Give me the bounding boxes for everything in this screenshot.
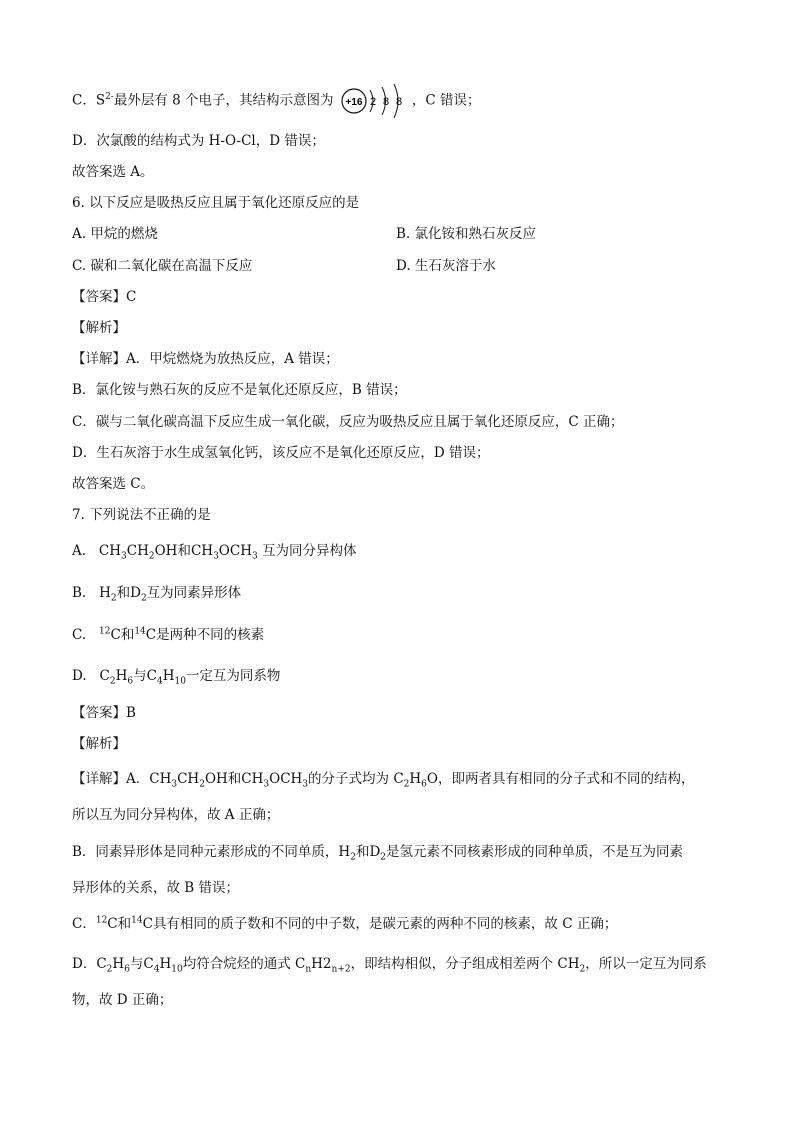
option-d-line: D．次氯酸的结构式为 H-O-Cl，D 错误；	[72, 133, 325, 149]
q7-answer: 【答案】B	[72, 705, 136, 721]
formula-c4h10: $C_4H_{10}$	[143, 956, 183, 975]
q6-detail-d: D．生石灰溶于水生成氢氧化钙，该反应不是氧化还原反应，D 错误；	[72, 445, 490, 461]
formula-dme: $CH_3OCH_3$	[241, 771, 309, 790]
formula-c4h10: $C_4H_{10}$	[146, 668, 186, 687]
q6-option-b: B. 氯化铵和熟石灰反应	[396, 226, 537, 242]
formula-c2h6: $C_2H_6$	[96, 956, 130, 975]
text: 互为同分异构体	[262, 543, 357, 559]
formula-c12: $^{12}$C	[95, 915, 118, 932]
formula-d2: $D_2$	[369, 844, 386, 863]
formula-c2h6: $C_2H_6$	[99, 668, 134, 687]
q7-analysis: 【解析】	[72, 736, 126, 752]
q6-option-c: C. 碳和二氧化碳在高温下反应	[72, 258, 253, 274]
q7-option-b	[72, 583, 241, 603]
option-c-line	[72, 82, 480, 120]
formula-ethanol: $CH_3CH_2OH$	[98, 543, 178, 562]
formula-ethanol: $CH_3CH_2OH$	[149, 771, 228, 790]
label: A.	[72, 543, 87, 559]
shell-1: 2	[369, 96, 376, 108]
q7-option-a	[72, 541, 357, 561]
q7-detail-a: 【详解】A．$CH_3CH_2OH$和$CH_3OCH_3$的分子式均为 $C_2H_6O$，即两者具有相同的分子式和不同的结构，	[72, 771, 695, 790]
q6-option-a: A. 甲烷的燃烧	[72, 226, 158, 242]
text: 互为同素异形体	[146, 585, 242, 601]
formula-c12: $^{12}$C	[99, 626, 121, 643]
text: 与	[133, 668, 147, 684]
text: 是两种不同的核素	[156, 627, 265, 643]
q7-detail-c: C．$^{12}$C和$^{14}$C具有相同的质子数和不同的中子数，是碳元素的两种不同的核素，故 C 正确；	[72, 915, 618, 932]
q7-detail-b: B．同素异形体是同种元素形成的不同单质，$H_2$和$D_2$是氢元素不同核素形成的同种单质，不是互为同素	[72, 844, 683, 863]
shell-2: 8	[382, 96, 389, 108]
text: 和	[120, 627, 135, 643]
q6-final: 故答案选 C。	[72, 476, 155, 492]
q7-option-d	[72, 666, 280, 686]
text: 和	[116, 585, 131, 601]
label: B.	[72, 585, 87, 601]
question-6: 6. 以下反应是吸热反应且属于氧化还原反应的是	[72, 195, 360, 211]
q6-analysis: 【解析】	[72, 320, 126, 336]
formula-h2: $H_2$	[99, 585, 117, 604]
answer-line: 故答案选 A。	[72, 164, 154, 180]
text: 一定互为同系物	[185, 668, 281, 684]
formula-c14: $^{14}$C	[134, 626, 157, 643]
q7-detail-a-line2: 所以互为同分异构体，故 A 正确；	[72, 807, 280, 823]
q6-answer: 【答案】C	[72, 289, 137, 305]
text: C．S	[72, 92, 106, 109]
q6-option-d: D. 生石灰溶于水	[396, 258, 496, 274]
q6-detail-b: B．氯化铵与熟石灰的反应不是氧化还原反应，B 错误；	[72, 382, 407, 398]
label: C.	[72, 627, 87, 643]
text: ，C 错误；	[411, 92, 481, 109]
q7-detail-b-line2: 异形体的关系，故 B 错误；	[72, 880, 240, 896]
q7-detail-d-line2: 物，故 D 正确；	[72, 992, 173, 1008]
superscript: 2-	[105, 92, 114, 102]
q6-detail-c: C．碳与二氧化碳高温下反应生成一氧化碳，反应为吸热反应且属于氧化还原反应，C 正确；	[72, 414, 624, 430]
text: 和	[177, 543, 191, 559]
q6-detail-a: 【详解】A．甲烷燃烧为放热反应，A 错误；	[72, 351, 339, 367]
formula-c14: $^{14}$C	[131, 915, 153, 932]
formula-h2: $H_2$	[338, 844, 356, 863]
shell-3: 8	[395, 96, 402, 108]
sulfide-ion-structure-diagram	[340, 82, 410, 120]
question-7: 7. 下列说法不正确的是	[72, 507, 211, 523]
q7-detail-d: D．$C_2H_6$与$C_4H_{10}$均符合烷烃的通式 $C_nH2_{n+2}$，即结构相似，分子组成相差两个 $CH_2$，所以一定互为同系	[72, 956, 707, 975]
formula-d2: $D_2$	[130, 585, 147, 604]
text: 最外层有 8 个电子，其结构示意图为	[113, 92, 334, 109]
nucleus-charge: +16	[345, 97, 363, 108]
label: D.	[72, 668, 87, 684]
q7-option-c	[72, 625, 264, 645]
formula-dme: $CH_3OCH_3$	[190, 543, 258, 562]
